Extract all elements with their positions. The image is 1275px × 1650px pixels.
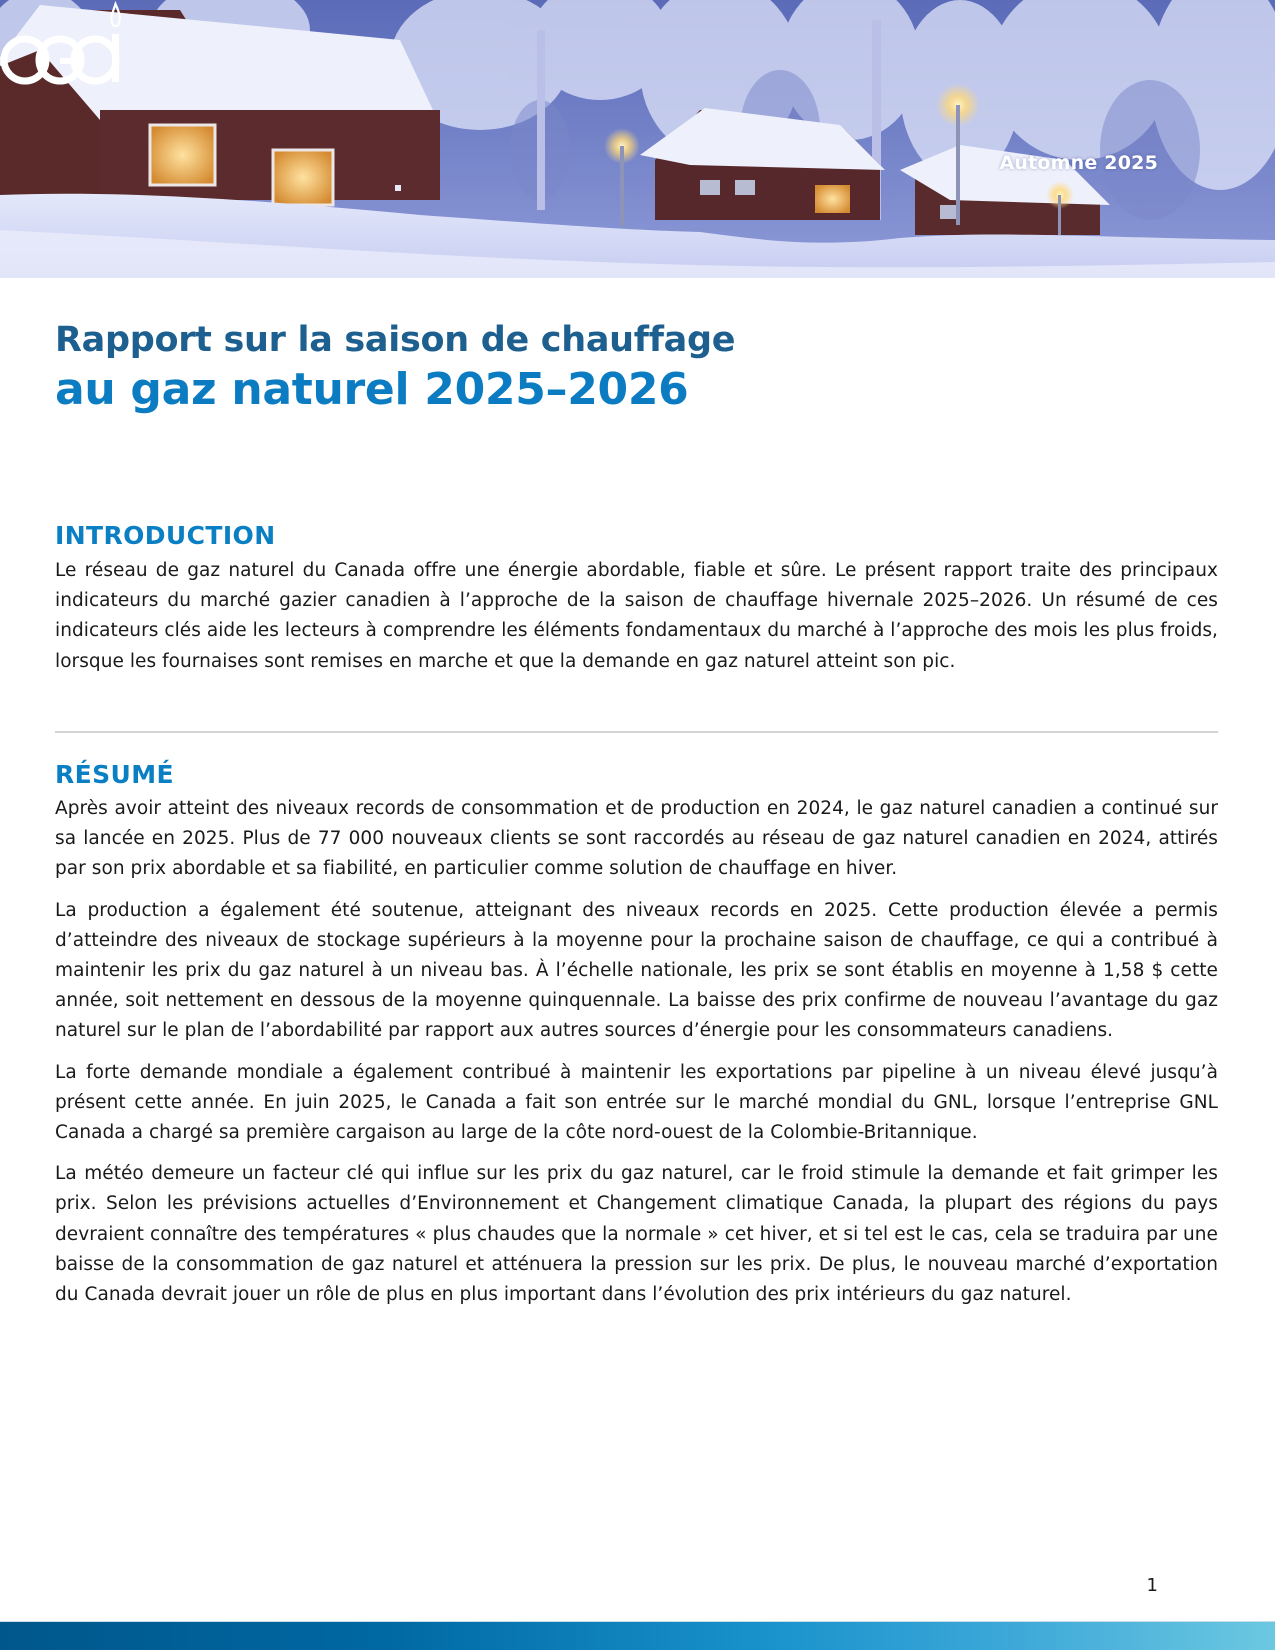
resume-paragraph-1: Après avoir atteint des niveaux records de consommation et de production en 2024, le gaz naturel canadien a continué sur sa lancée en 2025. Plus de 77 000 nouveaux clients se sont raccordés au réseau de gaz naturel canadien en 2024, attirés par son prix abordable et sa fiabilité, en particulier comme solution de chauffage en hiver. xyxy=(55,798,1218,880)
resume-section xyxy=(55,759,1218,1310)
introduction-heading: INTRODUCTION xyxy=(55,521,276,550)
winter-cabins-illustration xyxy=(0,0,1275,278)
cga-logo-icon xyxy=(0,0,135,90)
page-title xyxy=(55,318,735,418)
resume-paragraph-3: La forte demande mondiale a également contribué à maintenir les exportations par pipeline à un niveau élevé jusqu’à présent cette année. En juin 2025, le Canada a fait son entrée sur le marché mondial du GNL, lorsque l’entreprise GNL Canada a chargé sa première cargaison au large de la côte nord-ouest de la Colombie-Britannique. xyxy=(55,1061,1218,1144)
section-divider xyxy=(55,731,1218,733)
page-number: 1 xyxy=(1146,1575,1158,1596)
introduction-paragraph: Le réseau de gaz naturel du Canada offre une énergie abordable, fiable et sûre. Le présent rapport traite des principaux indicateurs du marché gazier canadien à l’approche de la saison de chauffage hivernale 2025–2026. Un résumé de ces indicateurs clés aide les lecteurs à comprendre les éléments fondamentaux du marché à l’approche des mois les plus froids, lorsque les fournaises sont remises en marche et que la demande en gaz naturel atteint son pic. xyxy=(55,560,1218,672)
season-label: Automne 2025 xyxy=(999,152,1158,174)
resume-paragraph-2: La production a également été soutenue, atteignant des niveaux records en 2025. Cette production élevée a permis d’atteindre des niveaux de stockage supérieurs à la moyenne pour la prochaine saison de chauffage, ce qui a contribué à maintenir les prix du gaz naturel à un niveau bas. À l’échelle nationale, les prix se sont établis en moyenne à 1,58 $ cette année, soit nettement en dessous de la moyenne quinquennale. La baisse des prix confirme de nouveau l’avantage du gaz naturel sur le plan de l’abordabilité par rapport aux autres sources d’énergie pour les consommateurs canadiens. xyxy=(55,899,1218,1042)
resume-heading: RÉSUMÉ xyxy=(55,760,174,789)
resume-paragraph-4: La météo demeure un facteur clé qui influe sur les prix du gaz naturel, car le froid stimule la demande et fait grimper les prix. Selon les prévisions actuelles d’Environnement et Changement climatique Canada, la plupart des régions du pays devraient connaître des températures « plus chaudes que la normale » cet hiver, et si tel est le cas, cela se traduira par une baisse de la consommation de gaz naturel et atténuera la pression sur les prix. De plus, le nouveau marché d’exportation du Canada devrait jouer un rôle de plus en plus important dans l’évolution des prix intérieurs du gaz naturel. xyxy=(55,1163,1218,1306)
introduction-section xyxy=(55,520,1218,677)
footer-gradient-bar xyxy=(0,1621,1275,1650)
header-photo xyxy=(0,0,1275,278)
title-line-2: au gaz naturel 2025–2026 xyxy=(55,364,689,415)
title-line-1: Rapport sur la saison de chauffage xyxy=(55,320,736,360)
